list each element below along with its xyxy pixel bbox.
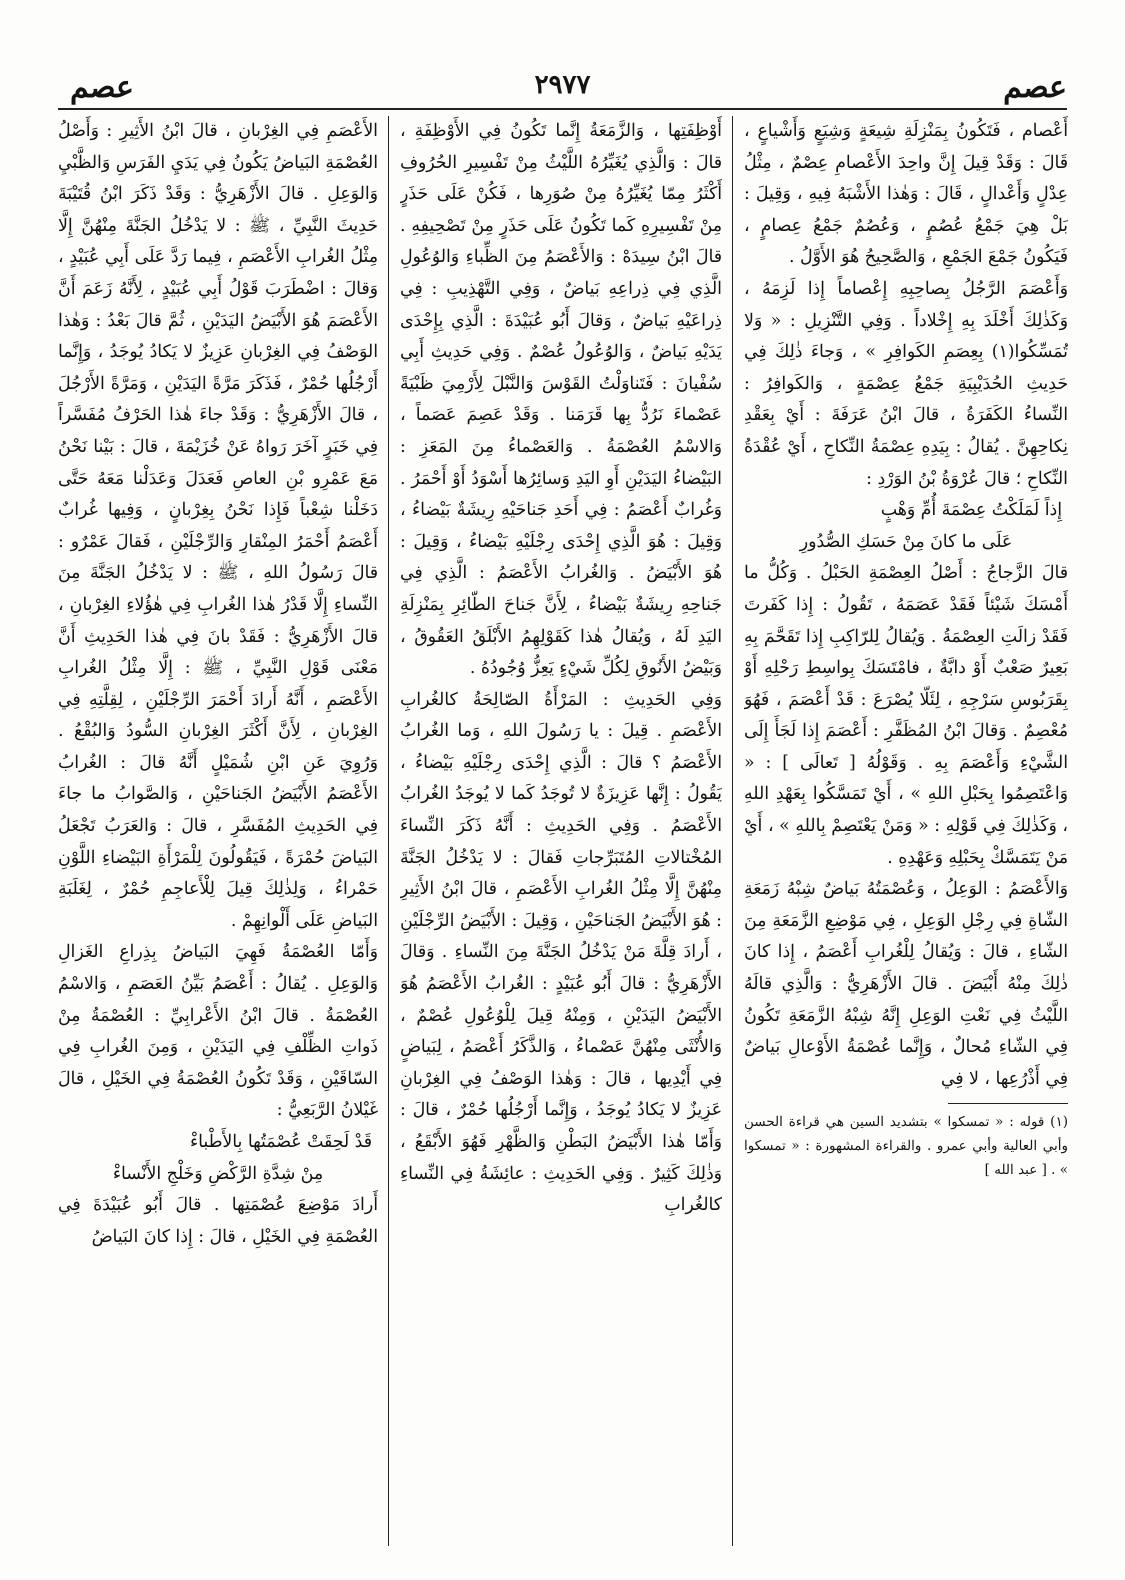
header-word-left: عصم [70,70,134,105]
column-left [58,116,378,1536]
verse-line: إِذاً لَمَلَكْتُ عِصْمَةَ أُمِّ وَهْبٍ [880,500,1062,521]
page-number: ٢٩٧٧ [534,70,591,100]
paragraph: وَأَمّا العُصْمَةُ فَهِيَ البَياضُ بِذِراعِ الغَزالِ وَالوَعِلِ . يُقالُ : أَعْصَمُ بَيِّنُ العَصَمِ ، وَالاسْمُ العُصْمَةُ . قالَ ابْنُ الأَعْرابِيِّ : العُصْمَةُ مِنْ ذَواتِ الظِّلْفِ فِي اليَدَيْنِ ، وَمِنَ الغُرابِ فِي السّاقَيْنِ ، وَقَدْ تَكُونُ العُصْمَةُ فِي الخَيْلِ ، قالَ غَيْلانُ الرَّبَعِيُّ : [58,942,378,1121]
header-word-right: عصم [1003,70,1067,105]
verse-line: عَلَى ما كانَ مِنْ حَسَكِ الصُّدُورِ [799,531,1013,552]
paragraph: وَفِي الحَدِيثِ : المَرْأَةُ الصّالِحَةُ كالغُرابِ الأَعْصَمِ . قِيلَ : يا رَسُولَ اللهِ ، وَما الغُرابُ الأَعْصَمُ ؟ قالَ : الَّذِي إِحْدَى رِجْلَيْهِ بَيْضاءُ ، يَقُولُ : إِنَّها عَزِيزَةٌ لا تُوجَدُ كَما لا يُوجَدُ الغُرابُ الأَعْصَمُ . وَفِي الحَدِيثِ : أَنَّهُ ذَكَرَ النِّساءَ المُخْتالاتِ المُتَبَرِّجاتِ فَقالَ : لا يَدْخُلُ الجَنَّةَ مِنْهُنَّ إِلَّا مِثْلُ الغُرابِ الأَعْصَمِ ، قالَ ابْنُ الأَثِيرِ : هُوَ الأَبْيَضُ الجَناحَيْنِ ، وَقِيلَ : الأَبْيَضُ الرِّجْلَيْنِ ، أَرادَ قِلَّةَ مَنْ يَدْخُلُ الجَنَّةَ مِنَ النِّساءِ . وَقالَ الأَزْهَرِيُّ : قالَ أَبُو عُبَيْدٍ : الغُرابُ الأَعْصَمُ هُوَ الأَبْيَضُ اليَدَيْنِ ، وَمِنْهُ قِيلَ لِلْوُعُولِ عُصْمٌ ، وَالأُنْثَى مِنْهُنَّ عَصْماءُ ، وَالذَّكَرُ أَعْصَمُ ، لِبَياضٍ فِي أَيْدِيها ، قالَ : وَهٰذا الوَصْفُ فِي الغِرْبانِ عَزِيزٌ لا يَكادُ يُوجَدُ ، وَإِنَّما أَرْجُلُها حُمْرٌ ، قالَ : وَأَمّا هٰذا الأَبْيَضُ البَطْنِ وَالظَّهْرِ فَهُوَ الأَبْقَعُ ، وَذٰلِكَ كَثِيرٌ . وَفِي الحَدِيثِ : عائِشَةُ فِي النِّساءِ كالغُرابِ [400,689,722,1216]
paragraph: قالَ الزَّجاجُ : أَصْلُ العِصْمَةِ الحَبْلُ . وَكُلُّ ما أَمْسَكَ شَيْئاً فَقَدْ عَصَمَهُ ، تَقُولُ : إِذا كَفَرتَ فَقَدْ زالَتِ العِصْمَةُ . وَيُقالُ لِلرّاكِبِ إِذا تَقَحَّمَ بِهِ بَعِيرٌ صَعْبٌ أَوْ دابَّةٌ ، فامْتَسَكَ بِواسِطِ رَحْلِهِ أَوْ بِقَرَبُوسِ سَرْجِهِ ، لِئَلّا يُصْرَعَ : قَدْ أَعْصَمَ ، فَهُوَ مُعْصِمٌ . وَقالَ ابْنُ المُظَفَّرِ : أَعْصَمَ إِذا لَجَأَ إِلَى الشَّيْءِ وَأَعْصَمَ بِهِ . وَقَوْلُهُ [ تَعالَى ] : « وَاعْتَصِمُوا بِحَبْلِ اللهِ » ، أَيْ تَمَسَّكُوا بِعَهْدِ اللهِ ، وَكَذٰلِكَ فِي قَوْلِهِ : « وَمَنْ يَعْتَصِمْ بِاللهِ » ، أَيْ مَنْ يَتَمَسَّكْ بِحَبْلِهِ وَعَهْدِهِ . [744,563,1068,868]
page-header [0,0,1125,105]
paragraph: أَرادَ مَوْضِعَ عُصْمَتِها . قالَ أَبُو عُبَيْدَةَ فِي العُصْمَةِ فِي الخَيْلِ ، قالَ : إِذا كانَ البَياضُ [58,1195,378,1247]
column-divider [732,116,733,1546]
text-columns [58,116,1068,1546]
verse-line: قَدْ لَحِقَتْ عُصْمَتُها بِالأَطْباءْ [190,1132,372,1152]
column-middle [400,116,722,1536]
paragraph: وَأَعْصَمَ الرَّجُلُ بِصاحِبِهِ إِعْصاماً إِذا لَزِمَهُ ، وَكَذٰلِكَ أَخْلَدَ بِهِ إِخْلاداً . وَفِي التَّنْزِيلِ : « وَلا تُمَسِّكُوا(١) بِعِصَمِ الكَوافِرِ » ، وَجاءَ ذٰلِكَ فِي حَدِيثِ الحُدَيْبِيَةِ جَمْعُ عِصْمَةٍ ، وَالكَوافِرُ : النِّساءُ الكَفَرَةُ ، قالَ ابْنُ عَرَفَةَ : أَيْ بِعَقْدِ نِكاحِهِنَّ . يُقالُ : بِيَدِهِ عِصْمَةُ النِّكاحِ ، أَيْ عُقْدَةُ النِّكاحِ ؛ قالَ عُرْوَةُ بْنُ الوَرْدِ : [744,278,1068,489]
footnote: (١) قوله : « تمسكوا » بتشديد السين هي قراءة الحسن وأبي العالية وأبي عمرو . والقراءة المشهورة : « تمسكوا » . [ عبد الله ] [744,1114,1068,1179]
paragraph: وَالأَعْصَمُ : الوَعِلُ ، وَعُصْمَتُهُ بَياضٌ شِبْهُ زَمَعَةِ الشّاةِ فِي رِجْلِ الوَعِلِ ، فِي مَوْضِعِ الزَّمَعَةِ مِنَ الشّاءِ ، قالَ : وَيُقالُ لِلْغُرابِ أَعْصَمُ ، إِذا كانَ ذٰلِكَ مِنْهُ أَبْيَضَ . قالَ الأَزْهَرِيُّ : وَالَّذِي قالَهُ اللَّيْثُ فِي نَعْتِ الوَعِلِ إِنَّهُ شِبْهُ الزَّمَعَةِ تَكُونُ فِي الشّاءِ مُحالٌ ، وَإِنَّما عُصْمَةُ الأَوْعالِ بَياضٌ فِي أَذْرُعِها ، لا فِي [744,879,1068,1089]
footnote-divider [948,1103,1068,1104]
verse-line: مِنْ شِدَّةِ الرَّكْضِ وَخَلْجِ الأَنْساءْ [112,1163,324,1184]
header-rule [58,108,1067,110]
column-right [744,116,1068,1536]
paragraph: أَوْظِفَتِها ، وَالزَّمَعَةُ إِنَّما تَكُونُ فِي الأَوْظِفَةِ ، قالَ : وَالَّذِي يُغَيِّرُهُ اللَّيْثُ مِنْ تَفْسِيرِ الحُرُوفِ أَكْثَرُ مِمّا يُغَيِّرُهُ مِنْ صُوَرِها ، فَكُنْ عَلَى حَذَرٍ مِنْ تَفْسِيرِهِ كَما تَكُونُ عَلَى حَذَرٍ مِنْ تَصْحِيفِهِ . قالَ ابْنُ سِيدَهْ : وَالأَعْصَمُ مِنَ الظِّباءِ وَالوُعُولِ الَّذِي فِي ذِراعِهِ بَياضٌ ، وَفِي التَّهْذِيبِ : فِي ذِراعَيْهِ بَياضٌ ، وَقالَ أَبُو عُبَيْدَةَ : الَّذِي بِإِحْدَى يَدَيْهِ بَياضٌ ، وَالوُعُولُ عُصْمٌ . وَفِي حَدِيثِ أَبِي سُفْيانَ : فَتَناوَلْتُ القَوْسَ وَالنَّبْلَ لِأَرْمِيَ ظَبْيَةً عَصْماءَ نَرُدُّ بِها قَرَمَنا . وَقَدْ عَصِمَ عَصَماً ، وَالاسْمُ العُصْمَةُ . وَالعَصْماءُ مِنَ المَعَزِ : البَيْضاءُ اليَدَيْنِ أَوِ اليَدِ وَسائِرُها أَسْوَدُ أَوْ أَحْمَرُ . وَغُرابٌ أَعْصَمُ : فِي أَحَدِ جَناحَيْهِ رِيشَةٌ بَيْضاءُ ، وَقِيلَ : هُوَ الَّذِي إِحْدَى رِجْلَيْهِ بَيْضاءُ ، وَقِيلَ : هُوَ الأَبْيَضُ . وَالغُرابُ الأَعْصَمُ : الَّذِي فِي جَناحِهِ رِيشَةٌ بَيْضاءُ ، لِأَنَّ جَناحَ الطّائِرِ بِمَنْزِلَةِ اليَدِ لَهُ ، وَيُقالُ هٰذا كَقَوْلِهِمُ الأَبْلَقُ العَقُوقُ ، وَبَيْضُ الأَنُوقِ لِكُلِّ شَيْءٍ يَعِزُّ وُجُودُهُ . [400,121,722,679]
column-divider [388,116,389,1546]
paragraph: الأَعْصَمِ فِي الغِرْبانِ ، قالَ ابْنُ الأَثِيرِ : وَأَصْلُ العُصْمَةِ البَياضُ يَكُونُ فِي يَدَيِ الفَرَسِ وَالظَّبْيِ وَالوَعِلِ . قالَ الأَزْهَرِيُّ : وَقَدْ ذَكَرَ ابْنُ قُتَيْبَةَ حَدِيثَ النَّبِيِّ ، ﷺ : لا يَدْخُلُ الجَنَّةَ مِنْهُنَّ إِلَّا مِثْلُ الغُرابِ الأَعْصَمِ ، فِيما رَدَّ عَلَى أَبِي عُبَيْدٍ ، وَقالَ : اضْطَرَبَ قَوْلُ أَبِي عُبَيْدٍ ، لِأَنَّهُ زَعَمَ أَنَّ الأَعْصَمَ هُوَ الأَبْيَضُ اليَدَيْنِ ، ثُمَّ قالَ بَعْدُ : وَهٰذا الوَصْفُ فِي الغِرْبانِ عَزِيزٌ لا يَكادُ يُوجَدُ ، وَإِنَّما أَرْجُلُها حُمْرٌ ، فَذَكَرَ مَرَّةً اليَدَيْنِ ، وَمَرَّةً الأَرْجُلَ ، قالَ الأَزْهَرِيُّ : وَقَدْ جاءَ هٰذا الحَرْفُ مُفَسَّراً فِي خَبَرٍ آخَرَ رَواهُ عَنْ خُزَيْمَةَ ، قالَ : بَيْنا نَحْنُ مَعَ عَمْرِو بْنِ العاصِ فَعَدَلَ وَعَدَلْنا مَعَهُ حَتَّى دَخَلْنا شِعْباً فَإِذا نَحْنُ بِغِرْبانٍ ، وَفِيها غُرابٌ أَعْصَمُ أَحْمَرُ المِنْقارِ وَالرِّجْلَيْنِ ، فَقالَ عَمْرٌو : قالَ رَسُولُ اللهِ ، ﷺ : لا يَدْخُلُ الجَنَّةَ مِنَ النِّساءِ إِلَّا قَدْرُ هٰذا الغُرابِ فِي هٰؤُلاءِ الغِرْبانِ ، قالَ الأَزْهَرِيُّ : فَقَدْ بانَ فِي هٰذا الحَدِيثِ أَنَّ مَعْنَى قَوْلِ النَّبِيِّ ، ﷺ : إِلَّا مِثْلُ الغُرابِ الأَعْصَمِ ، أَنَّهُ أَرادَ أَحْمَرَ الرِّجْلَيْنِ ، لِقِلَّتِهِ فِي الغِرْبانِ ، لِأَنَّ أَكْثَرَ الغِرْبانِ السُّودُ وَالبُقْعُ . وَرُوِيَ عَنِ ابْنِ شُمَيْلٍ أَنَّهُ قالَ : الغُرابُ الأَعْصَمُ الأَبْيَضُ الجَناحَيْنِ ، وَالصَّوابُ ما جاءَ فِي الحَدِيثِ المُفَسَّرِ ، قالَ : وَالعَرَبُ تَجْعَلُ البَياضَ حُمْرَةً ، فَيَقُولُونَ لِلْمَرْأَةِ البَيْضاءِ اللَّوْنِ حَمْراءُ ، وَلِذٰلِكَ قِيلَ لِلْأَعاجِمِ حُمْرٌ ، لِغَلَبَةِ البَياضِ عَلَى أَلْوانِهِمْ . [58,121,378,931]
paragraph: أَعْصام ، فَتَكُونُ بِمَنْزِلَةِ شِيعَةٍ وَشِيَعٍ وَأَشْياعٍ ، قَالَ : وَقَدْ قِيلَ إِنَّ واحِدَ الأَعْصامِ عِصْمٌ ، مِثْلُ عِدْلٍ وَأَعْدالٍ ، قَالَ : وَهٰذا الأَشْبَهُ فِيهِ ، وَقِيلَ : بَلْ هِيَ جَمْعُ عُصُمٍ ، وَعُصُمٌ جَمْعُ عِصامٍ ، فَيَكُونُ جَمْعَ الجَمْعِ ، وَالصَّحِيحُ هُوَ الأَوَّلُ . [744,121,1068,268]
